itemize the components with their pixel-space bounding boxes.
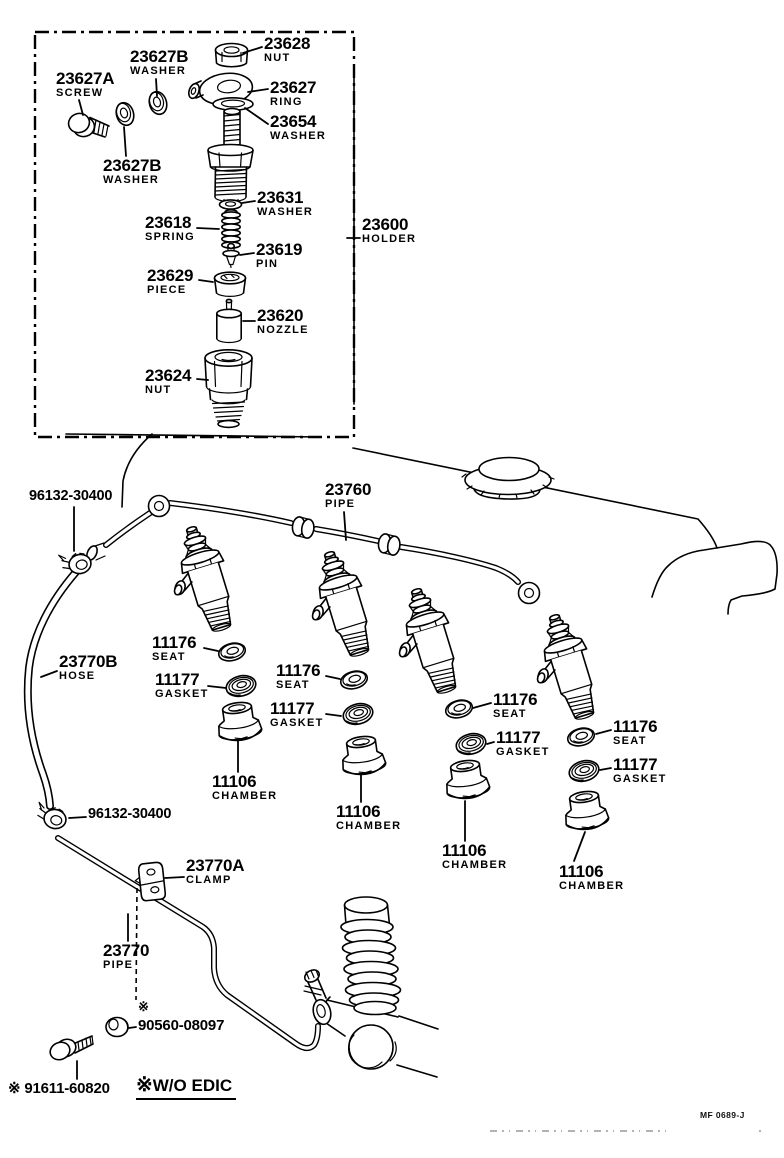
part-holder-body xyxy=(208,109,253,204)
part-washer-23631 xyxy=(220,200,242,209)
asterisk-marker: ※ xyxy=(138,999,149,1014)
callout-23770: 23770 PIPE xyxy=(103,941,150,971)
callout-23627A: 23627A SCREW xyxy=(56,69,115,99)
grommet-90560 xyxy=(106,1018,128,1037)
callout-11177-3: 11177 GASKET xyxy=(496,728,550,758)
callout-11176-1: 11176 SEAT xyxy=(152,633,197,663)
callout-23770B: 23770B HOSE xyxy=(59,652,118,682)
callout-23618: 23618 SPRING xyxy=(145,213,195,243)
part-spring-23618 xyxy=(222,210,240,248)
part-screw-23627A xyxy=(66,111,109,140)
callout-23770A: 23770A CLAMP xyxy=(186,856,245,886)
footnote-wo-edic: ※W/O EDIC xyxy=(136,1075,236,1100)
banjo-fitting xyxy=(303,967,334,1026)
figure-code: MF 0689-J xyxy=(700,1110,745,1120)
callout-23631: 23631 WASHER xyxy=(257,188,314,218)
callout-11176-3: 11176 SEAT xyxy=(493,690,538,720)
callout-11106-3: 11106 CHAMBER xyxy=(442,841,508,871)
callout-11106-2: 11106 CHAMBER xyxy=(336,802,402,832)
callout-23628: 23628 NUT xyxy=(264,34,311,64)
callout-11106-4: 11106 CHAMBER xyxy=(559,862,625,892)
injector-1 xyxy=(156,521,243,641)
callout-91611-60820: ※ 91611-60820 xyxy=(8,1080,110,1097)
oil-filler-cap xyxy=(462,458,554,500)
fuel-filter xyxy=(324,897,401,1069)
part-nut-23624 xyxy=(205,350,252,428)
part-washer-23627B-a xyxy=(114,101,137,128)
callout-96132-30400-a: 96132-30400 xyxy=(29,488,113,504)
engine-outline xyxy=(66,434,777,1077)
callout-11106-1: 11106 CHAMBER xyxy=(212,772,278,802)
fuel-hose xyxy=(28,549,93,831)
leak-off-pipe xyxy=(85,496,540,604)
callout-23627B-a: 23627B WASHER xyxy=(130,47,189,77)
callout-23654: 23654 WASHER xyxy=(270,112,327,142)
callout-90560-08097: 90560-08097 xyxy=(138,1017,225,1034)
callout-23619: 23619 PIN xyxy=(256,240,303,270)
callout-11177-4: 11177 GASKET xyxy=(613,755,667,785)
callout-23627: 23627 RING xyxy=(270,78,317,108)
callout-11177-2: 11177 GASKET xyxy=(270,699,324,729)
callout-23600: 23600 HOLDER xyxy=(362,215,417,245)
callout-96132-30400-b: 96132-30400 xyxy=(88,806,172,822)
callout-23627B-b: 23627B WASHER xyxy=(103,156,162,186)
injector-2 xyxy=(294,546,381,666)
callout-23629: 23629 PIECE xyxy=(147,266,194,296)
part-nozzle-23620 xyxy=(217,299,241,342)
callout-11176-4: 11176 SEAT xyxy=(613,717,658,747)
part-piece-23629 xyxy=(215,272,246,296)
part-nut-23628 xyxy=(216,44,248,67)
callout-23620: 23620 NOZZLE xyxy=(257,306,309,336)
callout-11176-2: 11176 SEAT xyxy=(276,661,321,691)
injector-3 xyxy=(381,583,468,703)
callout-23624: 23624 NUT xyxy=(145,366,192,396)
callout-23760: 23760 PIPE xyxy=(325,480,372,510)
part-washer-23627B-b xyxy=(147,90,170,117)
callout-11177-1: 11177 GASKET xyxy=(155,670,209,700)
pipe-clamp-23770A xyxy=(134,862,166,902)
bolt-91611 xyxy=(48,1036,93,1063)
